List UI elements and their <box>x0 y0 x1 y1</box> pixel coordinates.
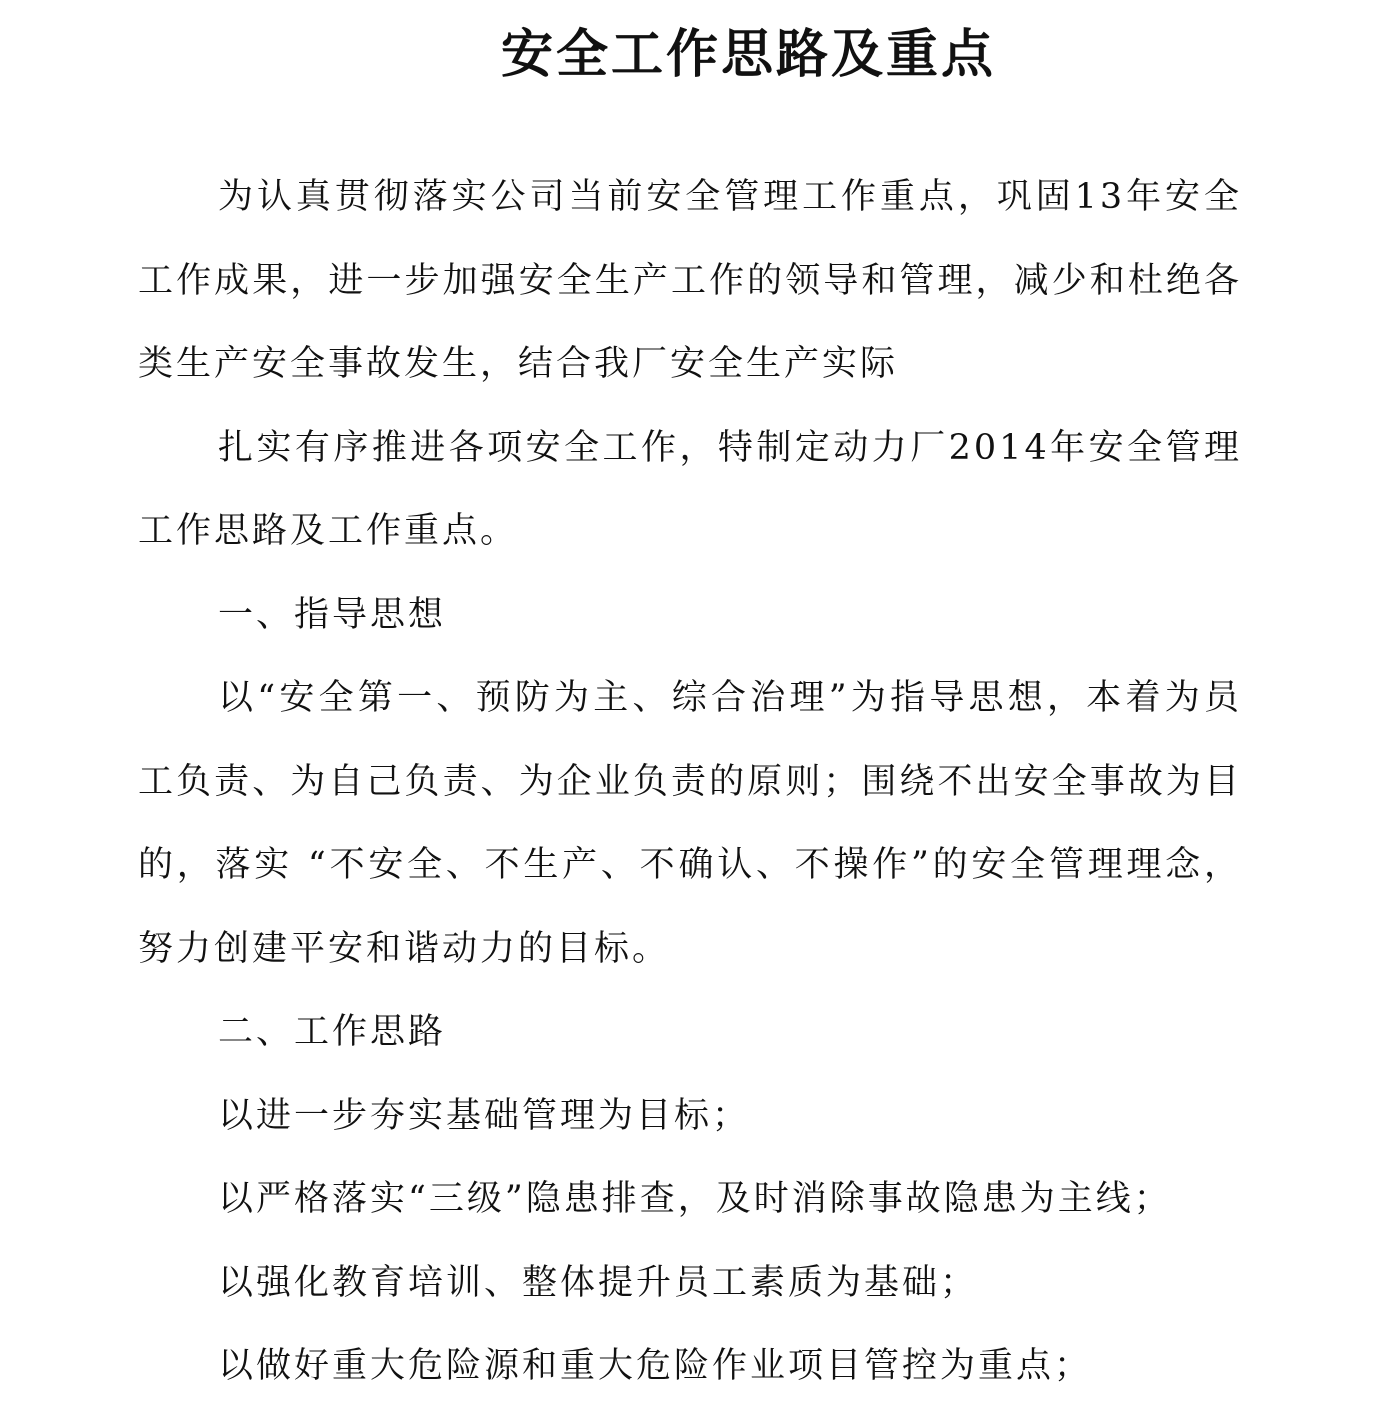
section-heading-guiding-thought: 一、指导思想 <box>218 594 447 635</box>
work-idea-item: 以强化教育培训、整体提升员工素质为基础； <box>218 1262 979 1303</box>
work-idea-item: 以进一步夯实基础管理为目标； <box>218 1095 751 1136</box>
paragraph-intro-2: 扎实有序推进各项安全工作，特制定动力厂2014年安全管理工作思路及工作重点。 <box>138 427 1242 551</box>
paragraph-intro-1: 为认真贯彻落实公司当前安全管理工作重点，巩固13年安全工作成果，进一步加强安全生产工作的领导和管理，减少和杜绝各类生产安全事故发生，结合我厂安全生产实际 <box>138 177 1242 384</box>
work-idea-item: 以严格落实“三级”隐患排查，及时消除事故隐患为主线； <box>218 1179 1172 1219</box>
section-heading-work-ideas: 二、工作思路 <box>218 1012 447 1052</box>
document-body <box>138 156 1242 1409</box>
document-title: 安全工作思路及重点 <box>500 24 996 85</box>
paragraph-guiding-thought: 以“安全第一、预防为主、综合治理”为指导思想，本着为员工负责、为自己负责、为企业负责的原则；围绕不出安全事故为目的，落实 “不安全、不生产、不确认、不操作”的安全管理理念，努力创建平安和谐动力的目标。 <box>138 678 1242 969</box>
work-idea-item: 以做好重大危险源和重大危险作业项目管控为重点； <box>218 1346 1093 1386</box>
